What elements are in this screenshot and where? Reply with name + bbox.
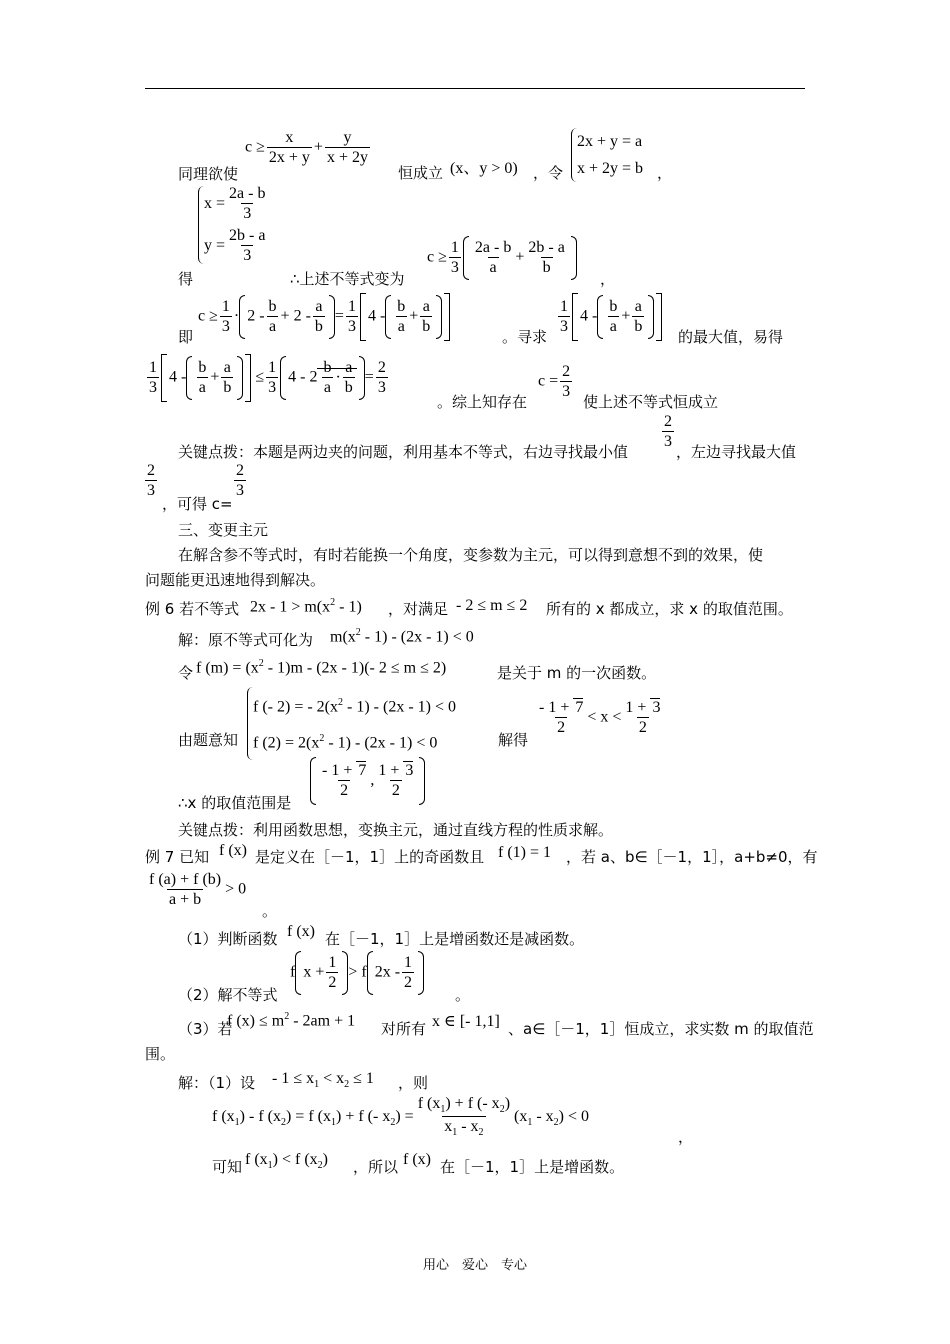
text-ji: 即 <box>178 328 194 346</box>
text-becomes: ∴上述不等式变为 <box>290 270 405 288</box>
text-ex7-period: 。 <box>262 902 278 920</box>
section-title-3: 三、变更主元 <box>178 521 269 539</box>
formula-x-solution: $\frac{- 1 + 7}{2}$ < x < $\frac{1 + 3}{2}$ <box>539 699 661 736</box>
example-6-label: 例 6 若不等式 <box>145 600 240 618</box>
formula-two-thirds-2: $\frac{2}{3}$ <box>147 462 155 499</box>
text-exist: 。综上知存在 <box>437 393 528 411</box>
text-ex6-ask: 所有的 x 都成立，求 x 的取值范围。 <box>546 600 793 618</box>
text-q1: （1）判断函数 <box>178 930 278 948</box>
formula-target: $\frac{1}{3}$ 4 - $\frac{b}{a}$ + $\frac{a}{b}$ <box>556 293 662 341</box>
formula-q2-ineq: f x + $\frac{1}{2}$ > f 2x - $\frac{1}{2}$ <box>290 951 424 995</box>
text-key1: 关键点拨：本题是两边夹的问题，利用基本不等式，右边寻找最小值 <box>178 443 629 461</box>
formula-ex7-ratio: $\frac{f (a) + f (b)}{a + b}$ > 0 <box>149 871 247 908</box>
formula-two-thirds-3: $\frac{2}{3}$ <box>236 462 244 499</box>
text-comma-1: ， <box>657 164 673 182</box>
formula-q3-ineq: f $(x) \le m^2 - 2am + 1$ <box>227 1011 356 1030</box>
text-s2-c: 在［－1，1］上是增函数。 <box>440 1158 625 1176</box>
text-key1-c: ，可得 c= <box>162 495 233 513</box>
header-rule <box>145 88 805 89</box>
formula-c-expanded: c ≥ $\frac{1}{3}$ · 2 - $\frac{b}{a}$ + 2 - $\frac{a}{b}$ = $\frac{1}{3}$ 4 - $\frac{b}{a}$ + $\frac{a}{b}$ <box>198 293 450 341</box>
text-xunqiu: 。寻求 <box>502 328 548 346</box>
formula-c-ab: c ≥ $\frac{1}{3}$ $\frac{2a - b}{a}$ + $\frac{2b - a}{b}$ <box>427 236 577 280</box>
text-comma-2: ， <box>600 270 616 288</box>
text-ling-2: 令 <box>178 664 194 682</box>
formula-bound: $\frac{1}{3}$ 4 - $\frac{b}{a}$ + $\frac{a}{b}$ ≤ $\frac{1}{3}$ 4 - 2 $\frac{b}{a}$ · $\frac{a}{b}$ = $\frac{2}{3}$ <box>145 354 390 402</box>
text-q1-b: 在［－1，1］上是增函数还是减函数。 <box>325 930 585 948</box>
text-q2-b: 。 <box>455 986 471 1004</box>
formula-c-value: c = $\frac{2}{3}$ <box>538 363 571 400</box>
page-footer: 用心 爱心 专心 <box>422 1258 527 1273</box>
example-7-label: 例 7 已知 <box>145 848 210 866</box>
text-s1-comma: ， <box>678 1128 694 1146</box>
formula-c-ineq: c ≥ $\frac{x}{2x + y}$ + $\frac{y}{x + 2y}$ <box>245 129 368 166</box>
text-key2: 关键点拨：利用函数思想，变换主元，通过直线方程的性质求解。 <box>178 821 614 839</box>
formula-xy-positive: (x、y > 0) <box>450 160 518 177</box>
formula-fx-3: f (x) <box>403 1151 431 1168</box>
formula-fx-1: f (x) <box>219 842 247 859</box>
text-s2: 可知 <box>212 1158 243 1176</box>
formula-system-ab: 2x + y = a x + 2y = b <box>571 128 643 182</box>
text-tongli: 同理欲使 <box>178 165 239 183</box>
formula-ex6-ineq: $2x - 1 > m(x^2 - 1)$ <box>250 597 362 616</box>
text-hengchengli: 恒成立 <box>398 164 444 182</box>
formula-s2-ineq: f $(x_1) < f$ $(x_2)$ <box>245 1151 328 1172</box>
text-q3: （3）若 <box>178 1020 233 1038</box>
text-max: 的最大值，易得 <box>678 328 784 346</box>
formula-s1-diff: f $(x_1)$ - f $(x_2) = f$ $(x_1) + f$ (- $x_2$) = $\frac{f (x_1) + f (- x_2)}{x_1 - x_2}$ $(x_1 - x_2) < 0$ <box>212 1095 590 1139</box>
text-q3-all: 对所有 <box>381 1020 427 1038</box>
text-ex7-def: 是定义在［－1，1］上的奇函数且 <box>255 848 485 866</box>
text-s1-b: ，则 <box>398 1074 429 1092</box>
formula-system-xy: x = $\frac{2a - b}{3}$ y = $\frac{2b - a}{3}$ <box>198 186 269 264</box>
text-ineq-holds: 使上述不等式恒成立 <box>583 393 719 411</box>
text-de: 得 <box>178 270 194 288</box>
text-s2-b: ，所以 <box>353 1158 399 1176</box>
text-q3-c: 、a∈［－1，1］恒成立，求实数 m 的取值范 <box>508 1020 814 1038</box>
text-ex6-satisfy: ，对满足 <box>388 600 449 618</box>
formula-two-thirds-1: $\frac{2}{3}$ <box>664 413 672 450</box>
formula-x-in: x ∈ [- 1,1] <box>432 1013 500 1030</box>
text-ling: ，令 <box>533 164 564 182</box>
text-tiyi: 由题意知 <box>178 731 239 749</box>
text-sol-start: 解：原不等式可化为 <box>178 631 314 649</box>
formula-fm: f $(m) = (x^2 - 1)m - (2x - 1)(-$ 2 ≤ m ≤ 2) <box>196 658 447 677</box>
text-s1: 解：（1）设 <box>178 1074 256 1092</box>
formula-interval: $\frac{- 1 + 7}{2}$ , $\frac{1 + 3}{2}$ <box>310 757 425 805</box>
text-ex7-cond: ，若 a、b∈［－1，1］，a+b≠0，有 <box>566 848 818 866</box>
text-range: ∴x 的取值范围是 <box>178 794 292 812</box>
text-q2: （2）解不等式 <box>178 986 278 1004</box>
formula-fx-2: f (x) <box>287 923 315 940</box>
formula-m-range: - 2 ≤ m ≤ 2 <box>456 597 528 614</box>
paragraph-line-1: 在解含参不等式时，有时若能换一个角度，变参数为主元，可以得到意想不到的效果，使 <box>178 546 764 564</box>
paragraph-line-2: 问题能更迅速地得到解决。 <box>145 571 326 589</box>
formula-rewritten: $m(x^2 - 1) - (2x - 1) < 0$ <box>330 627 474 646</box>
text-key1-left: ，左边寻找最大值 <box>676 443 797 461</box>
text-jiede: 解得 <box>498 731 529 749</box>
text-linear: 是关于 m 的一次函数。 <box>497 664 657 682</box>
formula-f1: f (1) = 1 <box>498 844 552 861</box>
text-q3-d: 围。 <box>145 1045 176 1063</box>
formula-s1-range: - $1 \le x_1 < x_2 \le 1$ <box>272 1070 374 1091</box>
formula-system-f: f (- 2) = - $2(x^2 - 1) - (2x - 1) < 0$ f $(2) = 2(x^2 - 1) - (2x - 1) < 0$ <box>247 687 456 760</box>
